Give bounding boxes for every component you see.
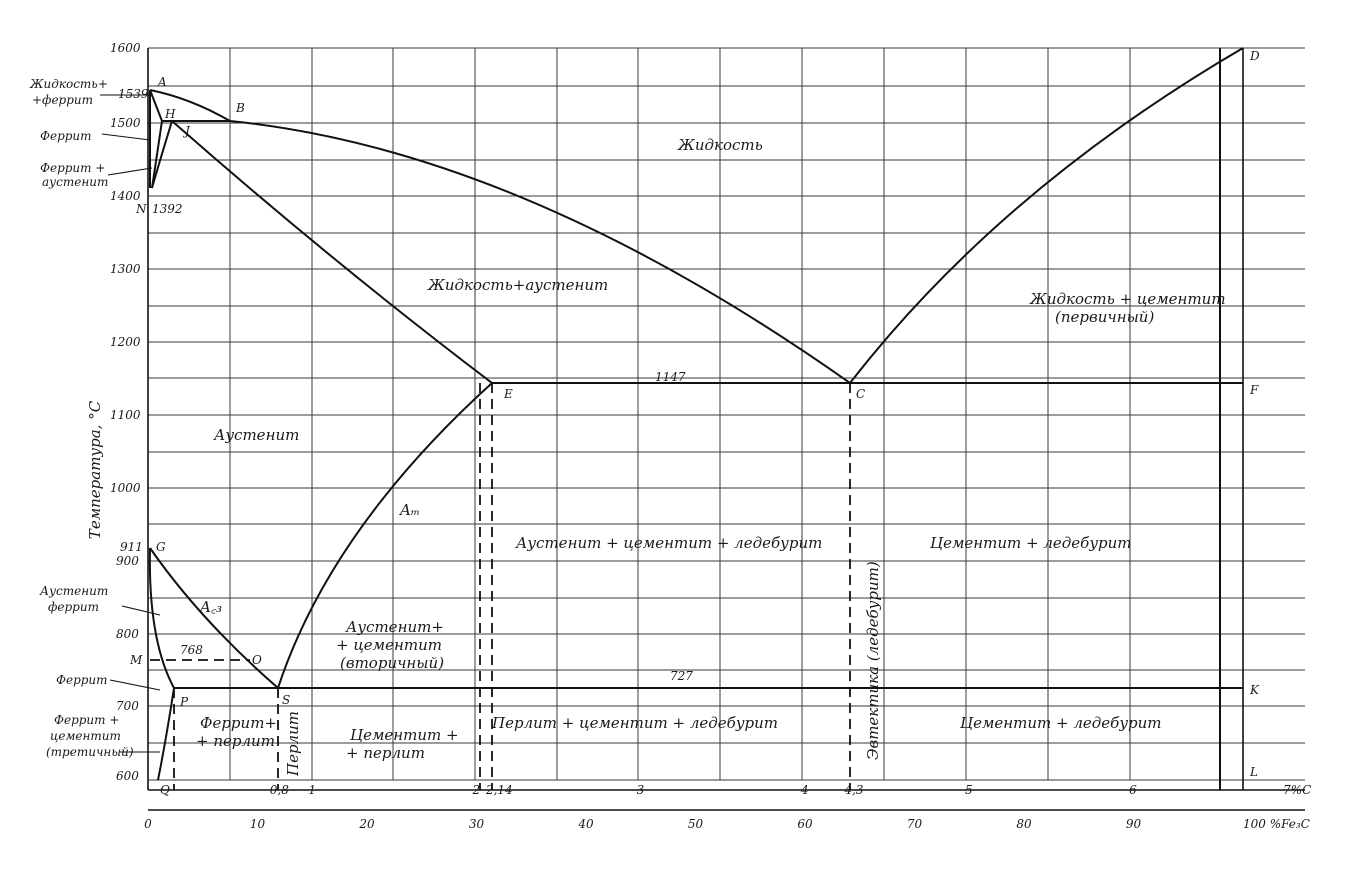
region-austenite: Аустенит (214, 426, 300, 444)
carbon-tick-0: 0,8 (269, 783, 289, 797)
point-n: N (136, 202, 147, 216)
fe3c-tick-7: 70 (906, 817, 923, 831)
carbon-tick-3: 2,14 (485, 783, 513, 797)
fe3c-tick-2: 20 (359, 817, 375, 831)
region-pearlite-vertical: Перлит (284, 711, 302, 776)
left-liquid-ferrite-2: +феррит (32, 93, 94, 107)
region-cem-pearlite-2: + перлит (346, 744, 425, 762)
region-pearlite-cem-led: Перлит + цементит + ледебурит (492, 714, 779, 732)
horizontal-grid (148, 48, 1305, 780)
left-ferrite-cem-1: Феррит + (54, 713, 120, 727)
left-ferrite-cem-3: (третичный) (46, 745, 134, 759)
solidus-ah (150, 90, 162, 121)
fe3c-tick-6: 60 (797, 817, 813, 831)
fe3c-tick-5: 50 (687, 817, 704, 831)
region-cem-led-lower: Цементит + ледебурит (960, 714, 1162, 732)
region-liquid-cementite-2: (первичный) (1055, 308, 1155, 326)
label-acm: Aₘ (400, 501, 421, 519)
y-tick-1400: 1400 (110, 189, 141, 203)
liquidus-cd (850, 48, 1243, 383)
temp-1392: 1392 (152, 202, 183, 216)
point-g: G (156, 540, 166, 554)
carbon-tick-2: 2 (472, 783, 481, 797)
y-axis-label: Температура, °C (86, 400, 104, 540)
point-j: J (185, 124, 190, 138)
left-ferrite-aust-1: Феррит + (40, 161, 106, 175)
y-tick-800: 800 (116, 627, 139, 641)
point-d: D (1250, 49, 1260, 63)
fe3c-tick-3: 30 (468, 817, 485, 831)
left-ferrite-low: Феррит (56, 673, 108, 687)
phase-lines (150, 48, 1243, 790)
pq-line (158, 688, 174, 780)
temp-911: 911 (120, 540, 143, 554)
region-liquid-austenite: Жидкость+аустенит (428, 276, 609, 294)
point-m: M (130, 653, 143, 667)
fe3c-tick-labels (144, 817, 1310, 831)
region-aust-cem-sec-2: + цементит (336, 636, 442, 654)
y-tick-600: 600 (116, 769, 139, 783)
carbon-tick-8: 6 (1129, 783, 1137, 797)
point-k: K (1250, 683, 1259, 697)
y-tick-labels (110, 41, 141, 783)
left-ferrite-aust-2: аустенит (42, 175, 109, 189)
region-aust-cem-sec-1: Аустенит+ (346, 618, 444, 636)
temperature-labels (118, 87, 693, 683)
y-tick-700: 700 (116, 699, 139, 713)
y-tick-1200: 1200 (110, 335, 141, 349)
point-a: A (158, 75, 167, 89)
region-ferrite-pearlite-2: + перлит (196, 732, 275, 750)
fe3c-tick-8: 80 (1016, 817, 1032, 831)
point-q: Q (160, 783, 170, 797)
leader-ferrite-aust (108, 168, 152, 175)
carbon-tick-4: 3 (636, 783, 645, 797)
left-ferrite-top: Феррит (40, 129, 92, 143)
liquidus-ab (150, 90, 230, 121)
region-cem-pearlite-1: Цементит + (350, 726, 459, 744)
carbon-tick-6: 4,3 (844, 783, 864, 797)
left-aust-ferrite-1: Аустенит (40, 584, 109, 598)
left-ferrite-cem-2: цементит (50, 729, 121, 743)
point-c: C (856, 387, 866, 401)
leader-ferrite-top (102, 134, 150, 140)
point-s: S (282, 693, 291, 707)
jn-line (152, 121, 172, 188)
point-o: O (252, 653, 262, 667)
fe3c-tick-9: 90 (1125, 817, 1142, 831)
fe3c-tick-0: 0 (144, 817, 152, 831)
carbon-tick-7: 5 (965, 783, 973, 797)
point-e: E (504, 387, 513, 401)
carbon-tick-1: 1 (308, 783, 316, 797)
point-p: P (180, 695, 189, 709)
y-tick-1600: 1600 (110, 41, 141, 55)
leader-aust-ferrite (122, 606, 160, 615)
fe3c-tick-1: 10 (249, 817, 266, 831)
fe3c-tick-4: 40 (578, 817, 594, 831)
region-aust-cem-sec-3: (вторичный) (340, 654, 445, 672)
fe3c-tick-10: 100 %Fe₃C (1243, 817, 1310, 831)
temp-727: 727 (670, 669, 693, 683)
carbon-tick-9: 7%C (1283, 783, 1312, 797)
left-liquid-ferrite-1: Жидкость+ (30, 77, 108, 91)
region-ferrite-pearlite-1: Феррит+ (200, 714, 277, 732)
y-tick-1500: 1500 (110, 116, 141, 130)
y-tick-900: 900 (116, 554, 139, 568)
temp-1147: 1147 (655, 370, 686, 384)
y-tick-1300: 1300 (110, 262, 141, 276)
region-aust-cem-led: Аустенит + цементит + ледебурит (516, 534, 823, 552)
carbon-tick-5: 4 (800, 783, 809, 797)
gp-line (150, 548, 174, 688)
region-liquid-cementite-1: Жидкость + цементит (1030, 290, 1226, 308)
point-labels (129, 49, 1260, 797)
region-liquid: Жидкость (678, 136, 763, 154)
y-tick-1000: 1000 (110, 481, 141, 495)
a3-line-gs (150, 548, 278, 688)
temp-1539: 1539 (118, 87, 149, 101)
region-eutectic-vertical: Эвтектика (ледебурит) (864, 561, 882, 760)
left-aust-ferrite-2: феррит (48, 600, 99, 614)
point-f: F (1250, 383, 1259, 397)
y-tick-1100: 1100 (110, 408, 141, 422)
region-cem-led-upper: Цементит + ледебурит (930, 534, 1132, 552)
label-ac3: A꜀₃ (200, 598, 223, 616)
point-l: L (1250, 765, 1258, 779)
point-h: H (165, 107, 176, 121)
leader-ferrite-low (110, 680, 160, 690)
hn-line (152, 121, 162, 188)
region-labels (196, 136, 1226, 777)
point-b: B (236, 101, 245, 115)
temp-768: 768 (180, 643, 203, 657)
